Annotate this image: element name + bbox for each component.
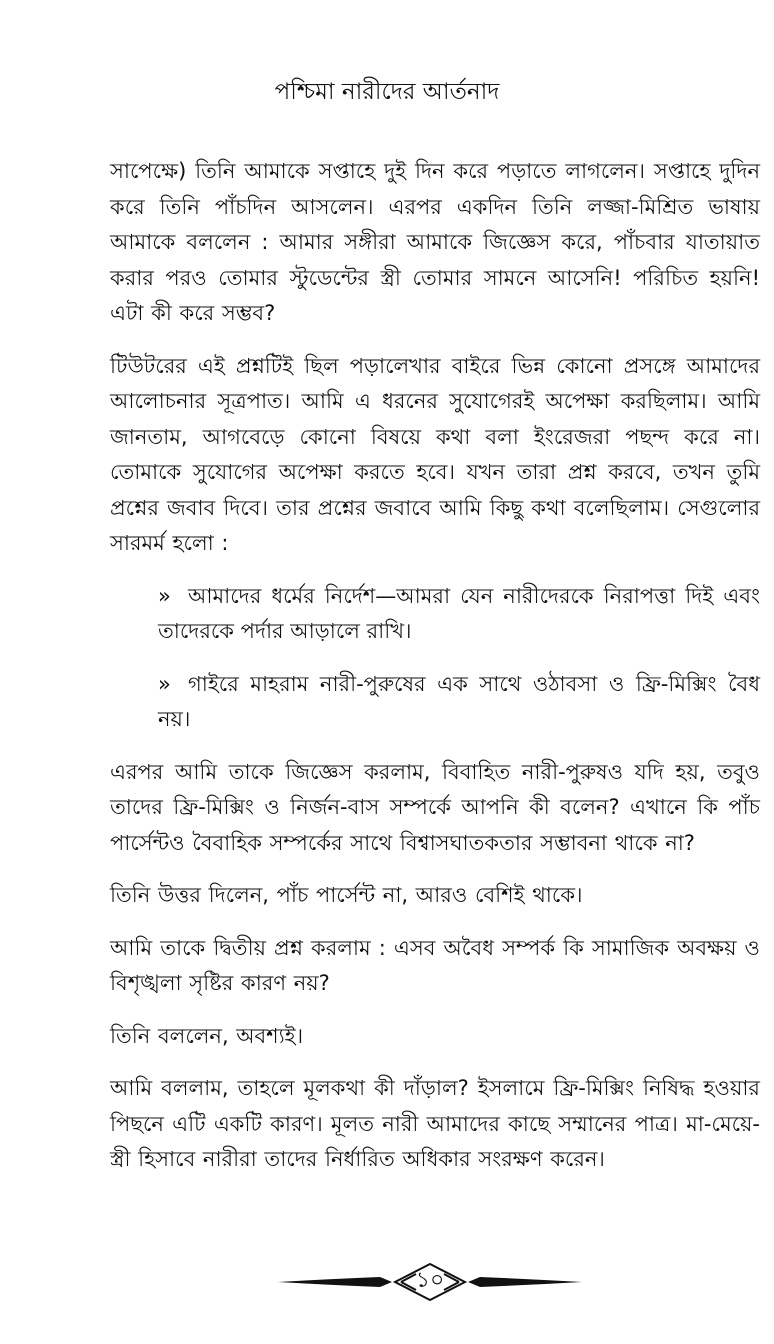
- page-body: [110, 154, 760, 1195]
- paragraph-7: আমি বললাম, তাহলে মূলকথা কী দাঁড়াল? ইসলামে ফ্রি-মিক্সিং নিষিদ্ধ হওয়ার পিছনে এটি একটি কারণ। মূলত নারী আমাদের কাছে সম্মানের পাত্র। মা-মেয়ে-স্ত্রী হিসাবে নারীরা তাদের নির্ধারিত অধিকার সংরক্ষণ করেন।: [110, 1076, 760, 1171]
- paragraph-4: তিনি উত্তর দিলেন, পাঁচ পার্সেন্ট না, আরও বেশিই থাকে।: [110, 883, 583, 907]
- page-footer: [270, 1260, 590, 1304]
- page-number: ১০: [415, 1268, 445, 1293]
- bullet-text: আমাদের ধর্মের নির্দেশ—আমরা যেন নারীদেরকে নিরাপত্তা দিই এবং তাদেরকে পর্দার আড়ালে রাখি।: [158, 583, 760, 643]
- paragraph-6: তিনি বললেন, অবশ্যই।: [110, 1023, 304, 1048]
- paragraph-5: আমি তাকে দ্বিতীয় প্রশ্ন করলাম : এসব অবৈধ সম্পর্ক কি সামাজিক অবক্ষয় ও বিশৃঙ্খলা সৃষ্টির কারণ নয়?: [110, 935, 760, 995]
- bullet-marker: »: [158, 671, 171, 696]
- running-header: পশ্চিমা নারীদের আর্তনাদ: [274, 79, 500, 105]
- bullet-item-1: [158, 579, 760, 650]
- bullet-item-2: [158, 667, 760, 738]
- paragraph-1: সাপেক্ষে) তিনি আমাকে সপ্তাহে দুই দিন করে পড়াতে লাগলেন। সপ্তাহে দুদিন করে তিনি পাঁচদিন আসলেন। এরপর একদিন তিনি লজ্জা-মিশ্রিত ভাষায় আমাকে বললেন : আমার সঙ্গীরা আমাকে জিজ্ঞেস করে, পাঁচবার যাতায়াত করার পরও তোমার স্টুডেন্টের স্ত্রী তোমার সামনে আসেনি! পরিচিত হয়নি! এটা কী করে সম্ভব?: [110, 159, 760, 325]
- paragraph-2: টিউটরের এই প্রশ্নটিই ছিল পড়ালেখার বাইরে ভিন্ন কোনো প্রসঙ্গে আমাদের আলোচনার সূত্রপাত। আমি এ ধরনের সুযোগেরই অপেক্ষা করছিলাম। আমি জানতাম, আগবেড়ে কোনো বিষয়ে কথা বলা ইংরেজরা পছন্দ করে না। তোমাকে সুযোগের অপেক্ষা করতে হবে। যখন তারা প্রশ্ন করবে, তখন তুমি প্রশ্নের জবাব দিবে। তার প্রশ্নের জবাবে আমি কিছু কথা বলেছিলাম। সেগুলোর সারমর্ম হলো :: [110, 353, 760, 555]
- bullet-marker: »: [158, 583, 171, 608]
- paragraph-3: এরপর আমি তাকে জিজ্ঞেস করলাম, বিবাহিত নারী-পুরুষও যদি হয়, তবুও তাদের ফ্রি-মিক্সিং ও নির্জন-বাস সম্পর্কে আপনি কী বলেন? এখানে কি পাঁচ পার্সেন্টও বৈবাহিক সম্পর্কের সাথে বিশ্বাসঘাতকতার সম্ভাবনা থাকে না?: [110, 759, 760, 855]
- bullet-text: গাইরে মাহরাম নারী-পুরুষের এক সাথে ওঠাবসা ও ফ্রি-মিক্সিং বৈধ নয়।: [158, 671, 760, 731]
